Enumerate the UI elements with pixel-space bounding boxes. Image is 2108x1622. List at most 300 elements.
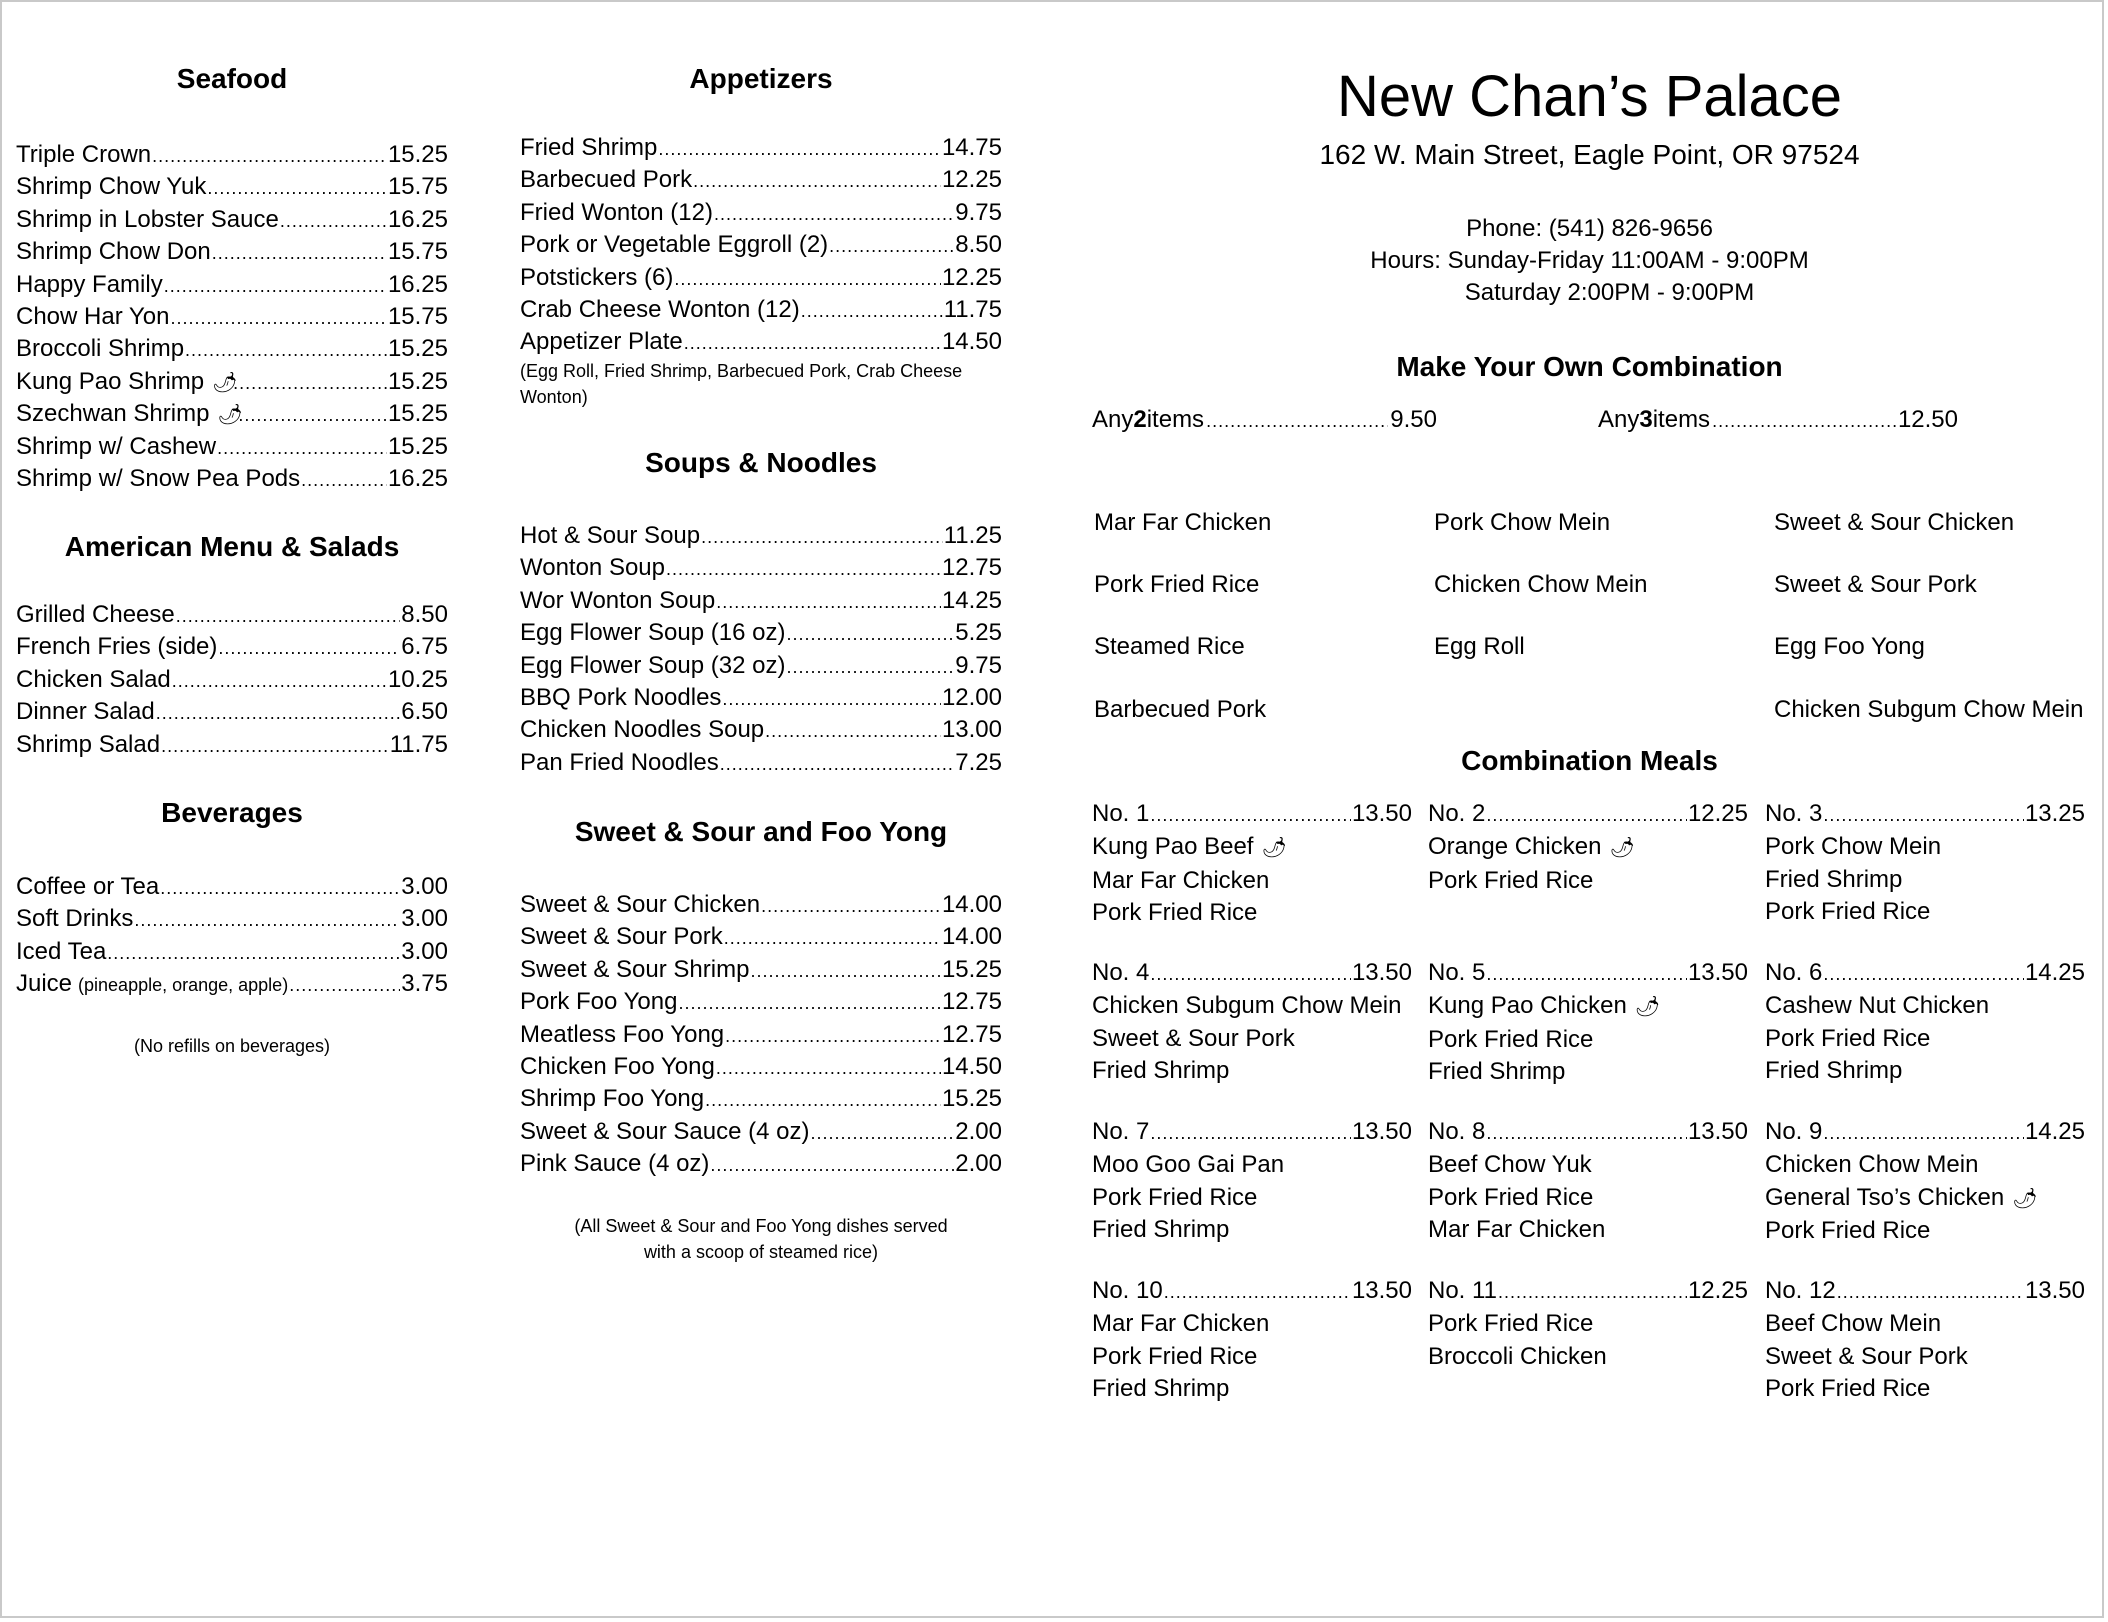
leader-dots bbox=[722, 683, 941, 715]
combo-dish bbox=[1765, 1308, 2085, 1340]
american-title: American Menu & Salads bbox=[64, 531, 400, 562]
combo-meal-header bbox=[1428, 957, 1748, 990]
item-price: 12.25 bbox=[941, 263, 1002, 291]
combo-dish bbox=[1765, 831, 2085, 863]
combo-dish-name: Fried Shrimp bbox=[1092, 1216, 1230, 1244]
item-price: 3.75 bbox=[401, 970, 448, 998]
restaurant-hours-weekday: Hours: Sunday-Friday 11:00AM - 9:00PM bbox=[1370, 247, 1809, 274]
item-name: Shrimp w/ Cashew bbox=[16, 432, 217, 460]
combo-number: No. 5 bbox=[1428, 959, 1486, 986]
chili-pepper-icon: 🌶 bbox=[1261, 837, 1287, 860]
soups-list bbox=[520, 520, 1002, 779]
combo-number: No. 7 bbox=[1092, 1118, 1150, 1145]
leader-dots bbox=[161, 730, 389, 762]
item-price: 15.25 bbox=[387, 335, 448, 363]
leader-dots bbox=[207, 172, 387, 204]
combo-meal bbox=[1428, 957, 1748, 1089]
leader-dots bbox=[658, 133, 941, 165]
menu-item bbox=[16, 139, 448, 171]
restaurant-hours-saturday: Saturday 2:00PM - 9:00PM bbox=[1464, 279, 1755, 306]
menu-item bbox=[520, 262, 1002, 294]
combo-number: No. 12 bbox=[1765, 1277, 1836, 1304]
leader-dots bbox=[1486, 1117, 1687, 1149]
item-price: 15.75 bbox=[387, 173, 448, 201]
leader-dots bbox=[810, 1117, 954, 1149]
item-name: Kung Pao Shrimp bbox=[16, 367, 205, 395]
combo-number: No. 2 bbox=[1428, 800, 1486, 827]
menu-item bbox=[16, 463, 448, 495]
item-name: French Fries (side) bbox=[16, 633, 218, 661]
leader-dots bbox=[684, 327, 941, 359]
sweet-sour-title: Sweet & Sour and Foo Yong bbox=[574, 816, 948, 847]
item-name: Sweet & Sour Chicken bbox=[520, 891, 761, 918]
item-name: Szechwan Shrimp bbox=[16, 400, 210, 428]
leader-dots bbox=[1823, 958, 2024, 990]
item-price: 14.00 bbox=[941, 891, 1002, 918]
leader-dots bbox=[761, 890, 941, 922]
combo-dish bbox=[1765, 1149, 2085, 1181]
menu-item bbox=[520, 1148, 1002, 1180]
combo-number: No. 9 bbox=[1765, 1118, 1823, 1145]
sweet-sour-note: (All Sweet & Sour and Foo Yong dishes served with a scoop of steamed rice) bbox=[574, 1216, 948, 1262]
combo-dish-name: Orange Chicken bbox=[1428, 833, 1602, 861]
item-name: Happy Family bbox=[16, 270, 163, 298]
leader-dots bbox=[134, 904, 400, 936]
combo-price: 13.50 bbox=[1351, 1277, 1412, 1304]
leader-dots bbox=[1486, 958, 1687, 990]
menu-item bbox=[520, 229, 1002, 261]
menu-item bbox=[16, 431, 448, 463]
seafood-list bbox=[16, 139, 448, 495]
menu-item bbox=[16, 729, 448, 761]
any-two-items-price: Any 2 items ..... 9.50 bbox=[1092, 404, 1437, 437]
sweet-sour-list bbox=[520, 889, 1002, 1181]
menu-item bbox=[520, 617, 1002, 649]
item-price: 11.25 bbox=[943, 522, 1002, 549]
combo-dish bbox=[1765, 1341, 2085, 1373]
leader-dots bbox=[152, 140, 387, 172]
leader-dots bbox=[693, 165, 941, 197]
restaurant-name: New Chan’s Palace bbox=[1336, 64, 1843, 129]
combo-dish bbox=[1092, 831, 1412, 864]
menu-item bbox=[520, 1019, 1002, 1051]
menu-item bbox=[520, 986, 1002, 1018]
combo-meal-header bbox=[1092, 798, 1412, 831]
menu-item bbox=[16, 664, 448, 696]
leader-dots bbox=[280, 205, 387, 237]
leader-dots bbox=[678, 987, 940, 1019]
leader-dots bbox=[716, 1052, 941, 1084]
restaurant-phone: Phone: (541) 826-9656 bbox=[1466, 215, 1713, 242]
combo-price: 13.50 bbox=[1687, 959, 1748, 986]
menu-item bbox=[16, 631, 448, 663]
appetizers-title: Appetizers bbox=[689, 63, 833, 94]
combo-dish bbox=[1092, 1341, 1412, 1373]
combo-meal-header bbox=[1428, 798, 1748, 831]
menu-item bbox=[16, 599, 448, 631]
menu-item bbox=[520, 164, 1002, 196]
combo-dish bbox=[1092, 1149, 1412, 1181]
combination-choice: Chicken Subgum Chow Mein bbox=[1774, 696, 2084, 723]
item-price: 15.75 bbox=[387, 238, 448, 266]
combo-meal bbox=[1428, 798, 1748, 897]
menu-item bbox=[520, 132, 1002, 164]
combination-choice: Egg Foo Yong bbox=[1774, 633, 1925, 660]
combo-dish bbox=[1092, 897, 1412, 929]
combo-number: No. 3 bbox=[1765, 800, 1823, 827]
item-price: 7.25 bbox=[955, 748, 1002, 776]
item-name: Hot & Sour Soup bbox=[520, 522, 701, 549]
combo-meal-header bbox=[1765, 1116, 2085, 1149]
combo-price: 13.25 bbox=[2024, 800, 2085, 827]
menu-item bbox=[16, 333, 448, 365]
item-price: 5.25 bbox=[955, 619, 1002, 647]
soups-title: Soups & Noodles bbox=[645, 447, 877, 478]
combo-dish bbox=[1428, 1024, 1748, 1056]
combo-dish-name: Pork Fried Rice bbox=[1428, 1310, 1594, 1338]
combo-dish-name: Mar Far Chicken bbox=[1092, 866, 1270, 894]
combo-dish-name: Sweet & Sour Pork bbox=[1765, 1342, 1968, 1370]
item-price: 10.25 bbox=[387, 665, 448, 693]
combo-dish bbox=[1092, 1308, 1412, 1340]
combo-price: 13.50 bbox=[2024, 1277, 2085, 1304]
leader-dots bbox=[238, 399, 387, 431]
leader-dots bbox=[107, 937, 400, 969]
item-name: Coffee or Tea bbox=[16, 873, 160, 900]
item-price: 16.25 bbox=[387, 205, 448, 233]
item-name: Pink Sauce (4 oz) bbox=[520, 1150, 710, 1178]
american-list bbox=[16, 599, 448, 761]
combo-meal-header bbox=[1092, 1116, 1412, 1149]
item-price: 14.75 bbox=[941, 134, 1002, 161]
combo-dish bbox=[1765, 990, 2085, 1022]
combo-dish bbox=[1092, 1055, 1412, 1087]
item-name: Broccoli Shrimp bbox=[16, 335, 185, 363]
combo-meal bbox=[1765, 1275, 2085, 1406]
menu-item bbox=[520, 585, 1002, 617]
item-name: Iced Tea bbox=[16, 937, 107, 965]
leader-dots bbox=[674, 263, 941, 295]
menu-item bbox=[16, 269, 448, 301]
combo-meal bbox=[1092, 1116, 1412, 1247]
leader-dots bbox=[1712, 405, 1896, 437]
combo-number: No. 11 bbox=[1428, 1277, 1497, 1304]
combo-number: No. 8 bbox=[1428, 1118, 1486, 1145]
combination-choice: Pork Chow Mein bbox=[1434, 509, 1611, 536]
combo-dish-name: Fried Shrimp bbox=[1092, 1057, 1230, 1085]
item-name: Chow Har Yon bbox=[16, 302, 170, 330]
combo-dish bbox=[1428, 1056, 1748, 1088]
combo-dish bbox=[1428, 1149, 1748, 1181]
menu-item bbox=[16, 968, 448, 1000]
item-name: Meatless Foo Yong bbox=[520, 1020, 725, 1048]
seafood-title: Seafood bbox=[176, 63, 288, 94]
item-name: Sweet & Sour Sauce (4 oz) bbox=[520, 1117, 810, 1145]
combo-dish-name: Kung Pao Beef bbox=[1092, 833, 1254, 861]
combo-number: No. 4 bbox=[1092, 959, 1150, 986]
item-name: Shrimp Chow Don bbox=[16, 238, 211, 266]
item-price: 8.50 bbox=[955, 231, 1002, 259]
menu-item bbox=[16, 171, 448, 203]
combo-dish bbox=[1092, 1373, 1412, 1405]
combo-dish-name: Pork Fried Rice bbox=[1765, 1375, 1931, 1403]
combo-dish-name: General Tso’s Chicken bbox=[1765, 1183, 2005, 1211]
menu-item bbox=[520, 552, 1002, 584]
leader-dots bbox=[1823, 799, 2024, 831]
item-price: 2.00 bbox=[955, 1150, 1002, 1178]
chili-pepper-icon: 🌶 bbox=[1609, 837, 1635, 860]
item-name: Egg Flower Soup (16 oz) bbox=[520, 619, 786, 647]
menu-item bbox=[520, 197, 1002, 229]
item-price: 13.00 bbox=[941, 716, 1002, 744]
leader-dots bbox=[786, 618, 954, 650]
menu-item bbox=[520, 714, 1002, 746]
item-price: 11.75 bbox=[943, 295, 1002, 323]
combo-price: 13.50 bbox=[1351, 959, 1412, 986]
combination-choice: Steamed Rice bbox=[1094, 633, 1245, 660]
combo-dish-name: Broccoli Chicken bbox=[1428, 1342, 1607, 1370]
combo-meal bbox=[1092, 1275, 1412, 1406]
item-price: 15.25 bbox=[941, 1085, 1002, 1113]
combo-dish bbox=[1765, 1182, 2085, 1215]
item-name: Shrimp in Lobster Sauce bbox=[16, 205, 279, 233]
combo-dish-name: Mar Far Chicken bbox=[1092, 1310, 1270, 1338]
combo-dish bbox=[1765, 896, 2085, 928]
item-name: Egg Flower Soup (32 oz) bbox=[520, 651, 786, 679]
item-price: 15.75 bbox=[387, 302, 448, 330]
combo-meal-header bbox=[1092, 957, 1412, 990]
combo-dish bbox=[1428, 1182, 1748, 1214]
menu-item bbox=[520, 520, 1002, 552]
item-name: Potstickers (6) bbox=[520, 263, 674, 291]
combo-dish bbox=[1428, 865, 1748, 897]
combo-meal-header bbox=[1428, 1275, 1748, 1308]
item-price: 12.75 bbox=[941, 554, 1002, 582]
item-name: Barbecued Pork bbox=[520, 166, 693, 194]
beverages-list bbox=[16, 871, 448, 1001]
leader-dots bbox=[1206, 405, 1388, 437]
combo-dish bbox=[1765, 1215, 2085, 1247]
combo-dish-name: Moo Goo Gai Pan bbox=[1092, 1151, 1285, 1179]
beverages-title: Beverages bbox=[161, 797, 303, 828]
item-price: 15.25 bbox=[387, 432, 448, 460]
item-name: Appetizer Plate bbox=[520, 328, 683, 356]
combo-dish bbox=[1092, 1023, 1412, 1055]
item-name: Sweet & Sour Pork bbox=[520, 923, 723, 951]
combo-number: No. 1 bbox=[1092, 800, 1150, 827]
menu-item bbox=[520, 326, 1002, 358]
combo-dish bbox=[1428, 1214, 1748, 1246]
combo-dish-name: Chicken Chow Mein bbox=[1765, 1151, 1979, 1179]
combo-dish bbox=[1428, 990, 1748, 1023]
combo-meal-header bbox=[1428, 1116, 1748, 1149]
combo-dish-name: Pork Fried Rice bbox=[1092, 1342, 1258, 1370]
combo-dish-name: Pork Fried Rice bbox=[1428, 866, 1594, 894]
leader-dots bbox=[301, 464, 387, 496]
leader-dots bbox=[725, 1020, 941, 1052]
menu-item bbox=[16, 903, 448, 935]
combo-meal-header bbox=[1765, 1275, 2085, 1308]
combination-choice: Pork Fried Rice bbox=[1094, 571, 1260, 598]
item-price: 15.25 bbox=[941, 955, 1002, 983]
combo-meal bbox=[1428, 1275, 1748, 1373]
item-price: 14.25 bbox=[941, 586, 1002, 614]
combo-dish-name: Kung Pao Chicken bbox=[1428, 992, 1627, 1020]
combination-choice: Sweet & Sour Pork bbox=[1774, 571, 1977, 598]
item-name: Chicken Salad bbox=[16, 665, 171, 693]
combo-price: 14.25 bbox=[2024, 1118, 2085, 1145]
menu-item bbox=[16, 398, 448, 430]
combo-price: 13.50 bbox=[1351, 800, 1412, 827]
menu-item bbox=[16, 301, 448, 333]
leader-dots bbox=[185, 334, 387, 366]
combo-dish-name: Fried Shrimp bbox=[1092, 1375, 1230, 1403]
combo-dish-name: Pork Fried Rice bbox=[1428, 1025, 1594, 1053]
menu-item bbox=[520, 747, 1002, 779]
leader-dots bbox=[1486, 799, 1687, 831]
chili-pepper-icon: 🌶 bbox=[2012, 1187, 2038, 1210]
leader-dots bbox=[1837, 1276, 2024, 1308]
combo-dish bbox=[1428, 1341, 1748, 1373]
restaurant-address: 162 W. Main Street, Eagle Point, OR 97524 bbox=[1319, 139, 1860, 170]
combo-dish-name: Cashew Nut Chicken bbox=[1765, 992, 1990, 1020]
menu-item bbox=[520, 889, 1002, 921]
combo-meal-header bbox=[1092, 1275, 1412, 1308]
menu-item bbox=[16, 871, 448, 903]
item-price: 16.25 bbox=[387, 270, 448, 298]
leader-dots bbox=[172, 665, 387, 697]
item-price: 2.00 bbox=[955, 1117, 1002, 1145]
menu-item bbox=[520, 1083, 1002, 1115]
item-name: Shrimp Salad bbox=[16, 730, 161, 758]
leader-dots bbox=[217, 432, 387, 464]
menu-item bbox=[16, 936, 448, 968]
leader-dots bbox=[170, 302, 387, 334]
combo-dish-name: Chicken Subgum Chow Mein bbox=[1092, 992, 1402, 1020]
item-price: 3.00 bbox=[401, 905, 448, 933]
item-name: Grilled Cheese bbox=[16, 601, 175, 628]
combo-dish-name: Fried Shrimp bbox=[1765, 1057, 1903, 1085]
leader-dots bbox=[156, 697, 401, 729]
combo-meal bbox=[1765, 798, 2085, 929]
combo-dish-name: Fried Shrimp bbox=[1765, 865, 1903, 893]
item-price: 9.75 bbox=[955, 651, 1002, 679]
item-name: Shrimp Foo Yong bbox=[520, 1085, 705, 1113]
item-name: Fried Wonton (12) bbox=[520, 198, 713, 226]
leader-dots bbox=[705, 1084, 941, 1116]
menu-item bbox=[16, 204, 448, 236]
leader-dots bbox=[750, 955, 941, 987]
menu-item bbox=[520, 294, 1002, 326]
item-name: Shrimp Chow Yuk bbox=[16, 173, 207, 201]
item-price: 11.75 bbox=[389, 730, 448, 758]
item-price: 15.25 bbox=[387, 367, 448, 395]
item-name: BBQ Pork Noodles bbox=[520, 683, 722, 711]
leader-dots bbox=[801, 295, 943, 327]
combo-price: 13.50 bbox=[1351, 1118, 1412, 1145]
combo-dish-name: Pork Fried Rice bbox=[1765, 1024, 1931, 1052]
leader-dots bbox=[233, 367, 387, 399]
chili-pepper-icon: 🌶 bbox=[217, 404, 243, 427]
leader-dots bbox=[724, 922, 941, 954]
item-name: Sweet & Sour Shrimp bbox=[520, 955, 750, 983]
item-price: 12.75 bbox=[941, 988, 1002, 1016]
any-three-items-price: Any 3 items ..... 12.50 bbox=[1598, 404, 1958, 437]
chili-pepper-icon: 🌶 bbox=[212, 371, 238, 394]
leader-dots bbox=[714, 198, 954, 230]
leader-dots bbox=[710, 1149, 954, 1181]
combo-dish bbox=[1092, 990, 1412, 1022]
combination-choice: Barbecued Pork bbox=[1094, 696, 1267, 723]
menu-item bbox=[520, 682, 1002, 714]
combo-dish bbox=[1428, 1308, 1748, 1340]
combo-number: No. 6 bbox=[1765, 959, 1823, 986]
combo-dish-name: Pork Fried Rice bbox=[1092, 899, 1258, 927]
combo-dish-name: Fried Shrimp bbox=[1428, 1058, 1566, 1086]
leader-dots bbox=[720, 748, 955, 780]
combo-meal-header bbox=[1765, 957, 2085, 990]
item-price: 6.50 bbox=[401, 698, 448, 726]
leader-dots bbox=[1164, 1276, 1351, 1308]
combo-dish bbox=[1092, 1182, 1412, 1214]
combo-number: No. 10 bbox=[1092, 1277, 1163, 1304]
combo-dish-name: Mar Far Chicken bbox=[1428, 1216, 1606, 1244]
item-name: Pork Foo Yong bbox=[520, 988, 678, 1016]
combo-dish bbox=[1092, 1214, 1412, 1246]
leader-dots bbox=[218, 632, 400, 664]
make-own-title: Make Your Own Combination bbox=[1396, 351, 1783, 382]
leader-dots bbox=[212, 237, 387, 269]
leader-dots bbox=[1150, 799, 1351, 831]
item-price: 12.75 bbox=[941, 1020, 1002, 1048]
combo-dish bbox=[1765, 1373, 2085, 1405]
item-price: 14.50 bbox=[941, 1052, 1002, 1080]
item-price: 12.00 bbox=[941, 683, 1002, 711]
item-name: Wor Wonton Soup bbox=[520, 586, 716, 614]
item-price: 8.50 bbox=[401, 601, 448, 628]
menu-item bbox=[16, 236, 448, 268]
menu-item bbox=[520, 921, 1002, 953]
item-price: 3.00 bbox=[401, 937, 448, 965]
item-price: 15.25 bbox=[387, 400, 448, 428]
combination-choice: Sweet & Sour Chicken bbox=[1774, 509, 2015, 536]
combo-meal-header bbox=[1765, 798, 2085, 831]
item-name: Crab Cheese Wonton (12) bbox=[520, 295, 800, 323]
appetizer-plate-description: (Egg Roll, Fried Shrimp, Barbecued Pork, Crab Cheese Wonton) bbox=[520, 361, 963, 407]
beverages-note: (No refills on beverages) bbox=[133, 1036, 331, 1056]
menu-item bbox=[520, 650, 1002, 682]
leader-dots bbox=[829, 230, 954, 262]
item-name: Triple Crown bbox=[16, 141, 152, 168]
combo-dish-name: Pork Fried Rice bbox=[1428, 1183, 1594, 1211]
menu-item bbox=[16, 696, 448, 728]
leader-dots bbox=[164, 270, 387, 302]
combo-dish-name: Pork Fried Rice bbox=[1765, 1217, 1931, 1245]
combo-dish bbox=[1765, 1023, 2085, 1055]
combo-dish-name: Beef Chow Yuk bbox=[1428, 1151, 1592, 1179]
item-price: 15.25 bbox=[387, 141, 448, 168]
combo-meal bbox=[1092, 957, 1412, 1088]
combination-choice: Egg Roll bbox=[1434, 633, 1525, 660]
item-name: Dinner Salad bbox=[16, 698, 155, 726]
combo-price: 14.25 bbox=[2024, 959, 2085, 986]
menu-item bbox=[520, 1051, 1002, 1083]
combo-meal bbox=[1428, 1116, 1748, 1247]
combo-price: 12.25 bbox=[1687, 1277, 1748, 1304]
combo-dish bbox=[1428, 831, 1748, 864]
item-price: 14.00 bbox=[941, 923, 1002, 951]
leader-dots bbox=[765, 715, 941, 747]
